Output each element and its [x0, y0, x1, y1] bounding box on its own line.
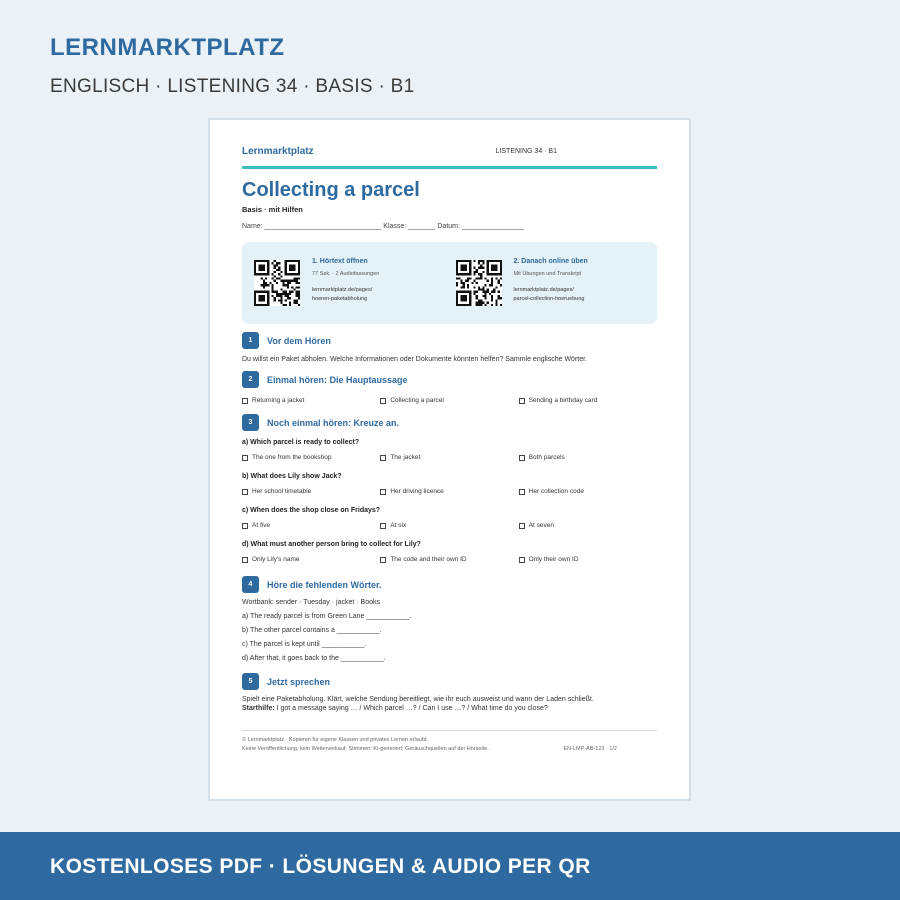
start-help-label: Starthilfe:: [242, 705, 275, 712]
footer-line: Keine Veröffentlichung, kein Weiterverkauf. Stimmen: KI-generiert; Geräuschquellen auf der Hörseite.: [242, 745, 489, 752]
checkbox-option[interactable]: The one from the bookshop: [242, 454, 380, 461]
bottom-banner: [0, 832, 900, 900]
checkbox[interactable]: [380, 523, 386, 529]
checkbox[interactable]: [519, 557, 525, 563]
gap-line: c) The parcel is kept until ___________.: [242, 641, 367, 648]
qr-code-icon[interactable]: [456, 260, 502, 306]
section-2-options: [242, 397, 657, 404]
header-divider: [242, 166, 657, 169]
checkbox-option[interactable]: At six: [380, 522, 518, 529]
section-title: Vor dem Hören: [267, 335, 331, 346]
checkbox-option[interactable]: Only Lily's name: [242, 556, 380, 563]
gap-line: a) The ready parcel is from Green Lane ___________.: [242, 613, 412, 620]
section-title: Jetzt sprechen: [267, 676, 331, 687]
section-number: 3: [242, 414, 259, 431]
section-number: 5: [242, 673, 259, 690]
checkbox[interactable]: [380, 489, 386, 495]
question: d) What must another person bring to collect for Lily?: [242, 541, 421, 548]
brand-title: LERNMARKTPLATZ: [50, 34, 285, 61]
question-options: [242, 488, 657, 495]
section-number: 1: [242, 332, 259, 349]
checkbox-option[interactable]: Collecting a parcel: [380, 397, 518, 404]
checkbox[interactable]: [242, 523, 248, 529]
wordbank: Wortbank: sender · Tuesday · jacket · Books: [242, 599, 380, 606]
name-row: Name: ______________________________ Klasse: _______ Datum: ________________: [242, 223, 525, 230]
page-subtitle: ENGLISCH · LISTENING 34 · BASIS · B1: [50, 76, 415, 97]
checkbox[interactable]: [519, 398, 525, 404]
page-header: [50, 34, 415, 98]
footer-code: EN-LMP-AB-123 · 1/2: [563, 745, 617, 752]
section-2-heading: [242, 371, 657, 388]
qr-title: 2. Danach online üben: [513, 258, 588, 265]
section-number: 2: [242, 371, 259, 388]
qr-url-line: lernmarktplatz.de/pages/: [312, 287, 373, 293]
sheet-code: LISTENING 34 · B1: [495, 147, 557, 155]
start-help-text: I got a message saying … / Which parcel …? / Can I use …? / What time do you close?: [274, 705, 548, 712]
checkbox[interactable]: [380, 455, 386, 461]
section-1-text: Du willst ein Paket abholen. Welche Informationen oder Dokumente könnten helfen? Sammle englische Wörter.: [242, 356, 588, 363]
qr-url-line: lernmarktplatz.de/pages/: [513, 287, 574, 293]
qr-block-audio[interactable]: [254, 260, 456, 324]
checkbox[interactable]: [242, 398, 248, 404]
qr-url-line: hoeren-paketabholung: [312, 295, 368, 302]
checkbox-option[interactable]: Her school timetable: [242, 488, 380, 495]
worksheet-preview: [208, 118, 691, 801]
level-label: Basis · mit Hilfen: [242, 205, 303, 214]
checkbox-option[interactable]: At five: [242, 522, 380, 529]
checkbox[interactable]: [519, 455, 525, 461]
section-1-heading: [242, 332, 657, 349]
checkbox-option[interactable]: Her driving licence: [380, 488, 518, 495]
banner-text: KOSTENLOSES PDF · LÖSUNGEN & AUDIO PER QR: [50, 855, 591, 878]
sheet-header: [242, 138, 657, 164]
worksheet-title: Collecting a parcel: [242, 179, 420, 201]
section-title: Noch einmal hören: Kreuze an.: [267, 417, 400, 428]
qr-url-line: parcel-collection-hoeruebung: [513, 295, 585, 302]
footer-divider: [242, 730, 657, 731]
gap-line: b) The other parcel contains a ___________.: [242, 627, 382, 634]
sheet-footer: [242, 736, 657, 754]
checkbox[interactable]: [380, 398, 386, 404]
checkbox[interactable]: [242, 557, 248, 563]
checkbox-option[interactable]: Her collection code: [519, 488, 657, 495]
checkbox[interactable]: [519, 489, 525, 495]
qr-block-online[interactable]: [456, 260, 658, 324]
checkbox[interactable]: [519, 523, 525, 529]
checkbox-option[interactable]: Both parcels: [519, 454, 657, 461]
checkbox-option[interactable]: Only their own ID: [519, 556, 657, 563]
checkbox[interactable]: [380, 557, 386, 563]
footer-line: © Lernmarktplatz · Kopieren für eigene Klassen und privates Lernen erlaubt.: [242, 737, 428, 743]
question-options: [242, 522, 657, 529]
checkbox-option[interactable]: At seven: [519, 522, 657, 529]
checkbox-option[interactable]: Returning a jacket: [242, 397, 380, 404]
section-5-heading: [242, 673, 657, 690]
qr-code-icon[interactable]: [254, 260, 300, 306]
section-3-heading: [242, 414, 657, 431]
question-options: [242, 454, 657, 461]
question: c) When does the shop close on Fridays?: [242, 507, 381, 514]
checkbox-option[interactable]: The code and their own ID: [380, 556, 518, 563]
start-help: [242, 705, 657, 712]
gap-line: d) After that, it goes back to the ___________.: [242, 655, 386, 662]
section-title: Einmal hören: Die Hauptaussage: [267, 374, 408, 385]
qr-subtitle: Mit Übungen und Transkript: [513, 271, 582, 277]
question: a) Which parcel is ready to collect?: [242, 439, 360, 446]
qr-title: 1. Hörtext öffnen: [312, 258, 368, 265]
qr-panel: [242, 242, 657, 324]
checkbox-option[interactable]: The jacket: [380, 454, 518, 461]
section-5-text: Spielt eine Paketabholung. Klärt, welche Sendung bereitliegt, wie ihr euch ausweist und wann der Laden schließt.: [242, 696, 594, 703]
checkbox[interactable]: [242, 455, 248, 461]
question: b) What does Lily show Jack?: [242, 473, 342, 480]
question-options: [242, 556, 657, 563]
section-4-heading: [242, 576, 657, 593]
section-title: Höre die fehlenden Wörter.: [267, 579, 382, 590]
section-number: 4: [242, 576, 259, 593]
qr-subtitle: 77 Sek. · 2 Audiofassungen: [312, 271, 380, 277]
sheet-brand: Lernmarktplatz: [242, 145, 314, 157]
checkbox-option[interactable]: Sending a birthday card: [519, 397, 657, 404]
checkbox[interactable]: [242, 489, 248, 495]
